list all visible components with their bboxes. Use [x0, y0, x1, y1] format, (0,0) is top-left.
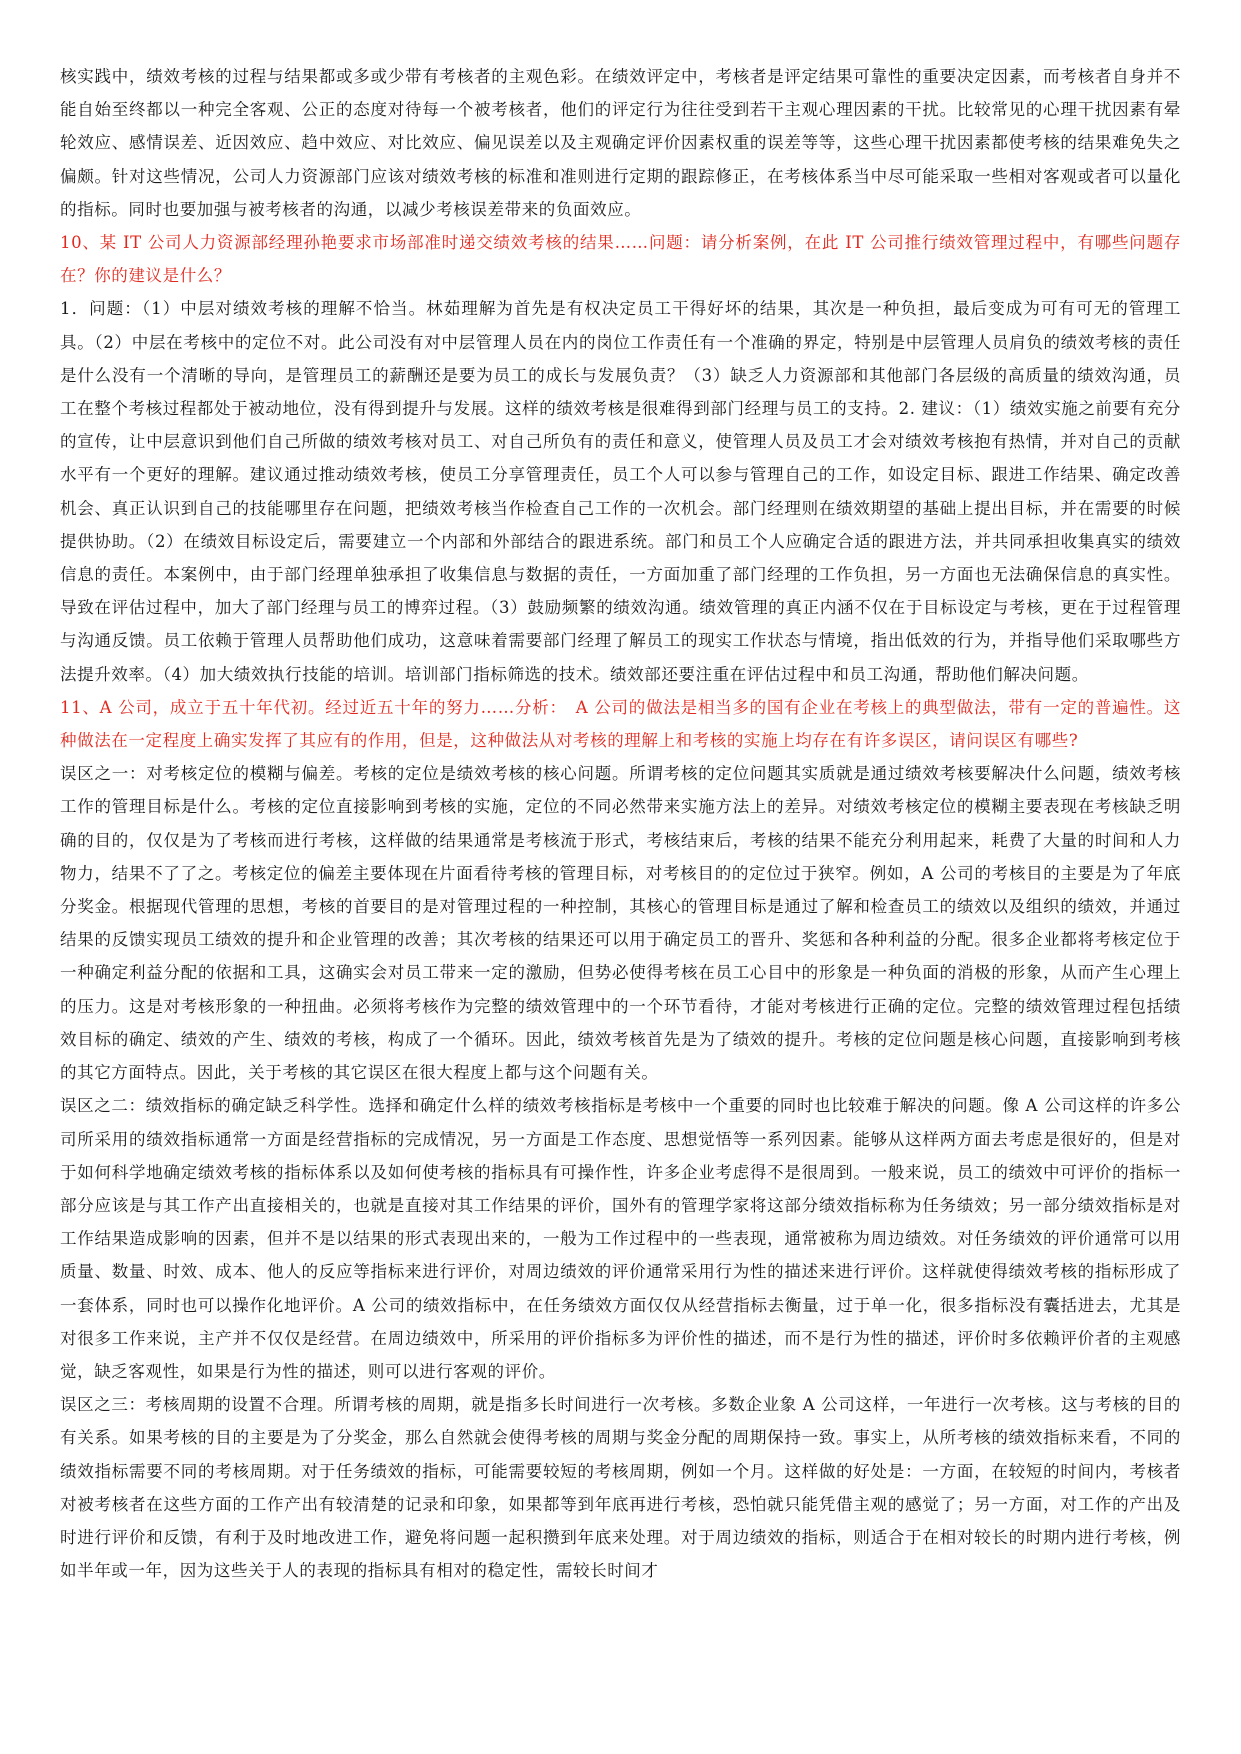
question-11: 11、A 公司，成立于五十年代初。经过近五十年的努力……分析： A 公司的做法是相当多的国有企业在考核上的典型做法，带有一定的普遍性。这种做法在一定程度上确实发挥了其应有的作用，但是，这种做法从对考核的理解上和考核的实施上均存在有许多误区，请问误区有哪些?: [60, 697, 1181, 751]
answer-11-misconception-2: 误区之二：绩效指标的确定缺乏科学性。选择和确定什么样的绩效考核指标是考核中一个重要的同时也比较难于解决的问题。像 A 公司这样的许多公司所采用的绩效指标通常一方面是经营指标的完成情况，另一方面是工作态度、思想觉悟等一系列因素。能够从这样两方面去考虑是很好的，但是对于如何科学地确定绩效考核的指标体系以及如何使考核的指标具有可操作性，许多企业考虑得不是很周到。一般来说，员工的绩效中可评价的指标一部分应该是与其工作产出直接相关的，也就是直接对其工作结果的评价，国外有的管理学家将这部分绩效指标称为任务绩效；另一部分绩效指标是对工作结果造成影响的因素，但并不是以结果的形式表现出来的，一般为工作过程中的一些表现，通常被称为周边绩效。对任务绩效的评价通常可以用质量、数量、时效、成本、他人的反应等指标来进行评价，对周边绩效的评价通常采用行为性的描述来进行评价。这样就使得绩效考核的指标形成了一套体系，同时也可以操作化地评价。A 公司的绩效指标中，在任务绩效方面仅仅从经营指标去衡量，过于单一化，很多指标没有囊括进去，尤其是对很多工作来说，主产并不仅仅是经营。在周边绩效中，所采用的评价指标多为评价性的描述，而不是行为性的描述，评价时多依赖评价者的主观感觉，缺乏客观性，如果是行为性的描述，则可以进行客观的评价。: [60, 1096, 1181, 1381]
question-10: 10、某 IT 公司人力资源部经理孙艳要求市场部准时递交绩效考核的结果……问题：请分析案例，在此 IT 公司推行绩效管理过程中，有哪些问题存在？你的建议是什么？: [60, 233, 1181, 286]
answer-10: 1．问题：（1）中层对绩效考核的理解不恰当。林茹理解为首先是有权决定员工干得好坏的结果，其次是一种负担，最后变成为可有可无的管理工具。（2）中层在考核中的定位不对。此公司没有对中层管理人员在内的岗位工作责任有一个准确的界定，特别是中层管理人员肩负的绩效考核的责任是什么没有一个清晰的导向，是管理员工的薪酬还是要为员工的成长与发展负责？（3）缺乏人力资源部和其他部门各层级的高质量的绩效沟通，员工在整个考核过程都处于被动地位，没有得到提升与发展。这样的绩效考核是很难得到部门经理与员工的支持。2. 建议：（1）绩效实施之前要有充分的宣传，让中层意识到他们自己所做的绩效考核对员工、对自己所负有的责任和意义，使管理人员及员工才会对绩效考核抱有热情，并对自己的贡献水平有一个更好的理解。建议通过推动绩效考核，使员工分享管理责任，员工个人可以参与管理自己的工作，如设定目标、跟进工作结果、确定改善机会、真正认识到自己的技能哪里存在问题，把绩效考核当作检查自己工作的一次机会。部门经理则在绩效期望的基础上提出目标，并在需要的时候提供协助。（2）在绩效目标设定后，需要建立一个内部和外部结合的跟进系统。部门和员工个人应确定合适的跟进方法，并共同承担收集真实的绩效信息的责任。本案例中，由于部门经理单独承担了收集信息与数据的责任，一方面加重了部门经理的工作负担，另一方面也无法确保信息的真实性。导致在评估过程中，加大了部门经理与员工的博弈过程。（3）鼓励频繁的绩效沟通。绩效管理的真正内涵不仅在于目标设定与考核，更在于过程管理与沟通反馈。员工依赖于管理人员帮助他们成功，这意味着需要部门经理了解员工的现实工作状态与情境，指出低效的行为，并指导他们采取哪些方法提升效率。（4）加大绩效执行技能的培训。培训部门指标筛选的技术。绩效部还要注重在评估过程中和员工沟通，帮助他们解决问题。: [60, 299, 1181, 684]
answer-11-misconception-3: 误区之三：考核周期的设置不合理。所谓考核的周期，就是指多长时间进行一次考核。多数企业象 A 公司这样，一年进行一次考核。这与考核的目的有关系。如果考核的目的主要是为了分奖金，那么自然就会使得考核的周期与奖金分配的周期保持一致。事实上，从所考核的绩效指标来看，不同的绩效指标需要不同的考核周期。对于任务绩效的指标，可能需要较短的考核周期，例如一个月。这样做的好处是：一方面，在较短的时间内，考核者对被考核者在这些方面的工作产出有较清楚的记录和印象，如果都等到年底再进行考核，恐怕就只能凭借主观的感觉了；另一方面，对工作的产出及时进行评价和反馈，有利于及时地改进工作，避免将问题一起积攒到年底来处理。对于周边绩效的指标，则适合于在相对较长的时期内进行考核，例如半年或一年，因为这些关于人的表现的指标具有相对的稳定性，需较长时间才: [60, 1395, 1181, 1581]
answer-11-misconception-1: 误区之一：对考核定位的模糊与偏差。考核的定位是绩效考核的核心问题。所谓考核的定位问题其实质就是通过绩效考核要解决什么问题，绩效考核工作的管理目标是什么。考核的定位直接影响到考核的实施，定位的不同必然带来实施方法上的差异。对绩效考核定位的模糊主要表现在考核缺乏明确的目的，仅仅是为了考核而进行考核，这样做的结果通常是考核流于形式，考核结束后，考核的结果不能充分利用起来，耗费了大量的时间和人力物力，结果不了了之。考核定位的偏差主要体现在片面看待考核的管理目标，对考核目的的定位过于狭窄。例如，A 公司的考核目的主要是为了年底分奖金。根据现代管理的思想，考核的首要目的是对管理过程的一种控制，其核心的管理目标是通过了解和检查员工的绩效以及组织的绩效，并通过结果的反馈实现员工绩效的提升和企业管理的改善；其次考核的结果还可以用于确定员工的晋升、奖惩和各种利益的分配。很多企业都将考核定位于一种确定利益分配的依据和工具，这确实会对员工带来一定的激励，但势必使得考核在员工心目中的形象是一种负面的消极的形象，从而产生心理上的压力。这是对考核形象的一种扭曲。必须将考核作为完整的绩效管理中的一个环节看待，才能对考核进行正确的定位。完整的绩效管理过程包括绩效目标的确定、绩效的产生、绩效的考核，构成了一个循环。因此，绩效考核首先是为了绩效的提升。考核的定位问题是核心问题，直接影响到考核的其它方面特点。因此，关于考核的其它误区在很大程度上都与这个问题有关。: [60, 764, 1181, 1083]
paragraph-intro-continuation: 核实践中，绩效考核的过程与结果都或多或少带有考核者的主观色彩。在绩效评定中，考核者是评定结果可靠性的重要决定因素，而考核者自身并不能自始至终都以一种完全客观、公正的态度对待每一个被考核者，他们的评定行为往往受到若干主观心理因素的干扰。比较常见的心理干扰因素有晕轮效应、感情误差、近因效应、趋中效应、对比效应、偏见误差以及主观确定评价因素权重的误差等等，这些心理干扰因素都使考核的结果难免失之偏颇。针对这些情况，公司人力资源部门应该对绩效考核的标准和准则进行定期的跟踪修正，在考核体系当中尽可能采取一些相对客观或者可以量化的指标。同时也要加强与被考核者的沟通，以减少考核误差带来的负面效应。: [60, 67, 1181, 219]
